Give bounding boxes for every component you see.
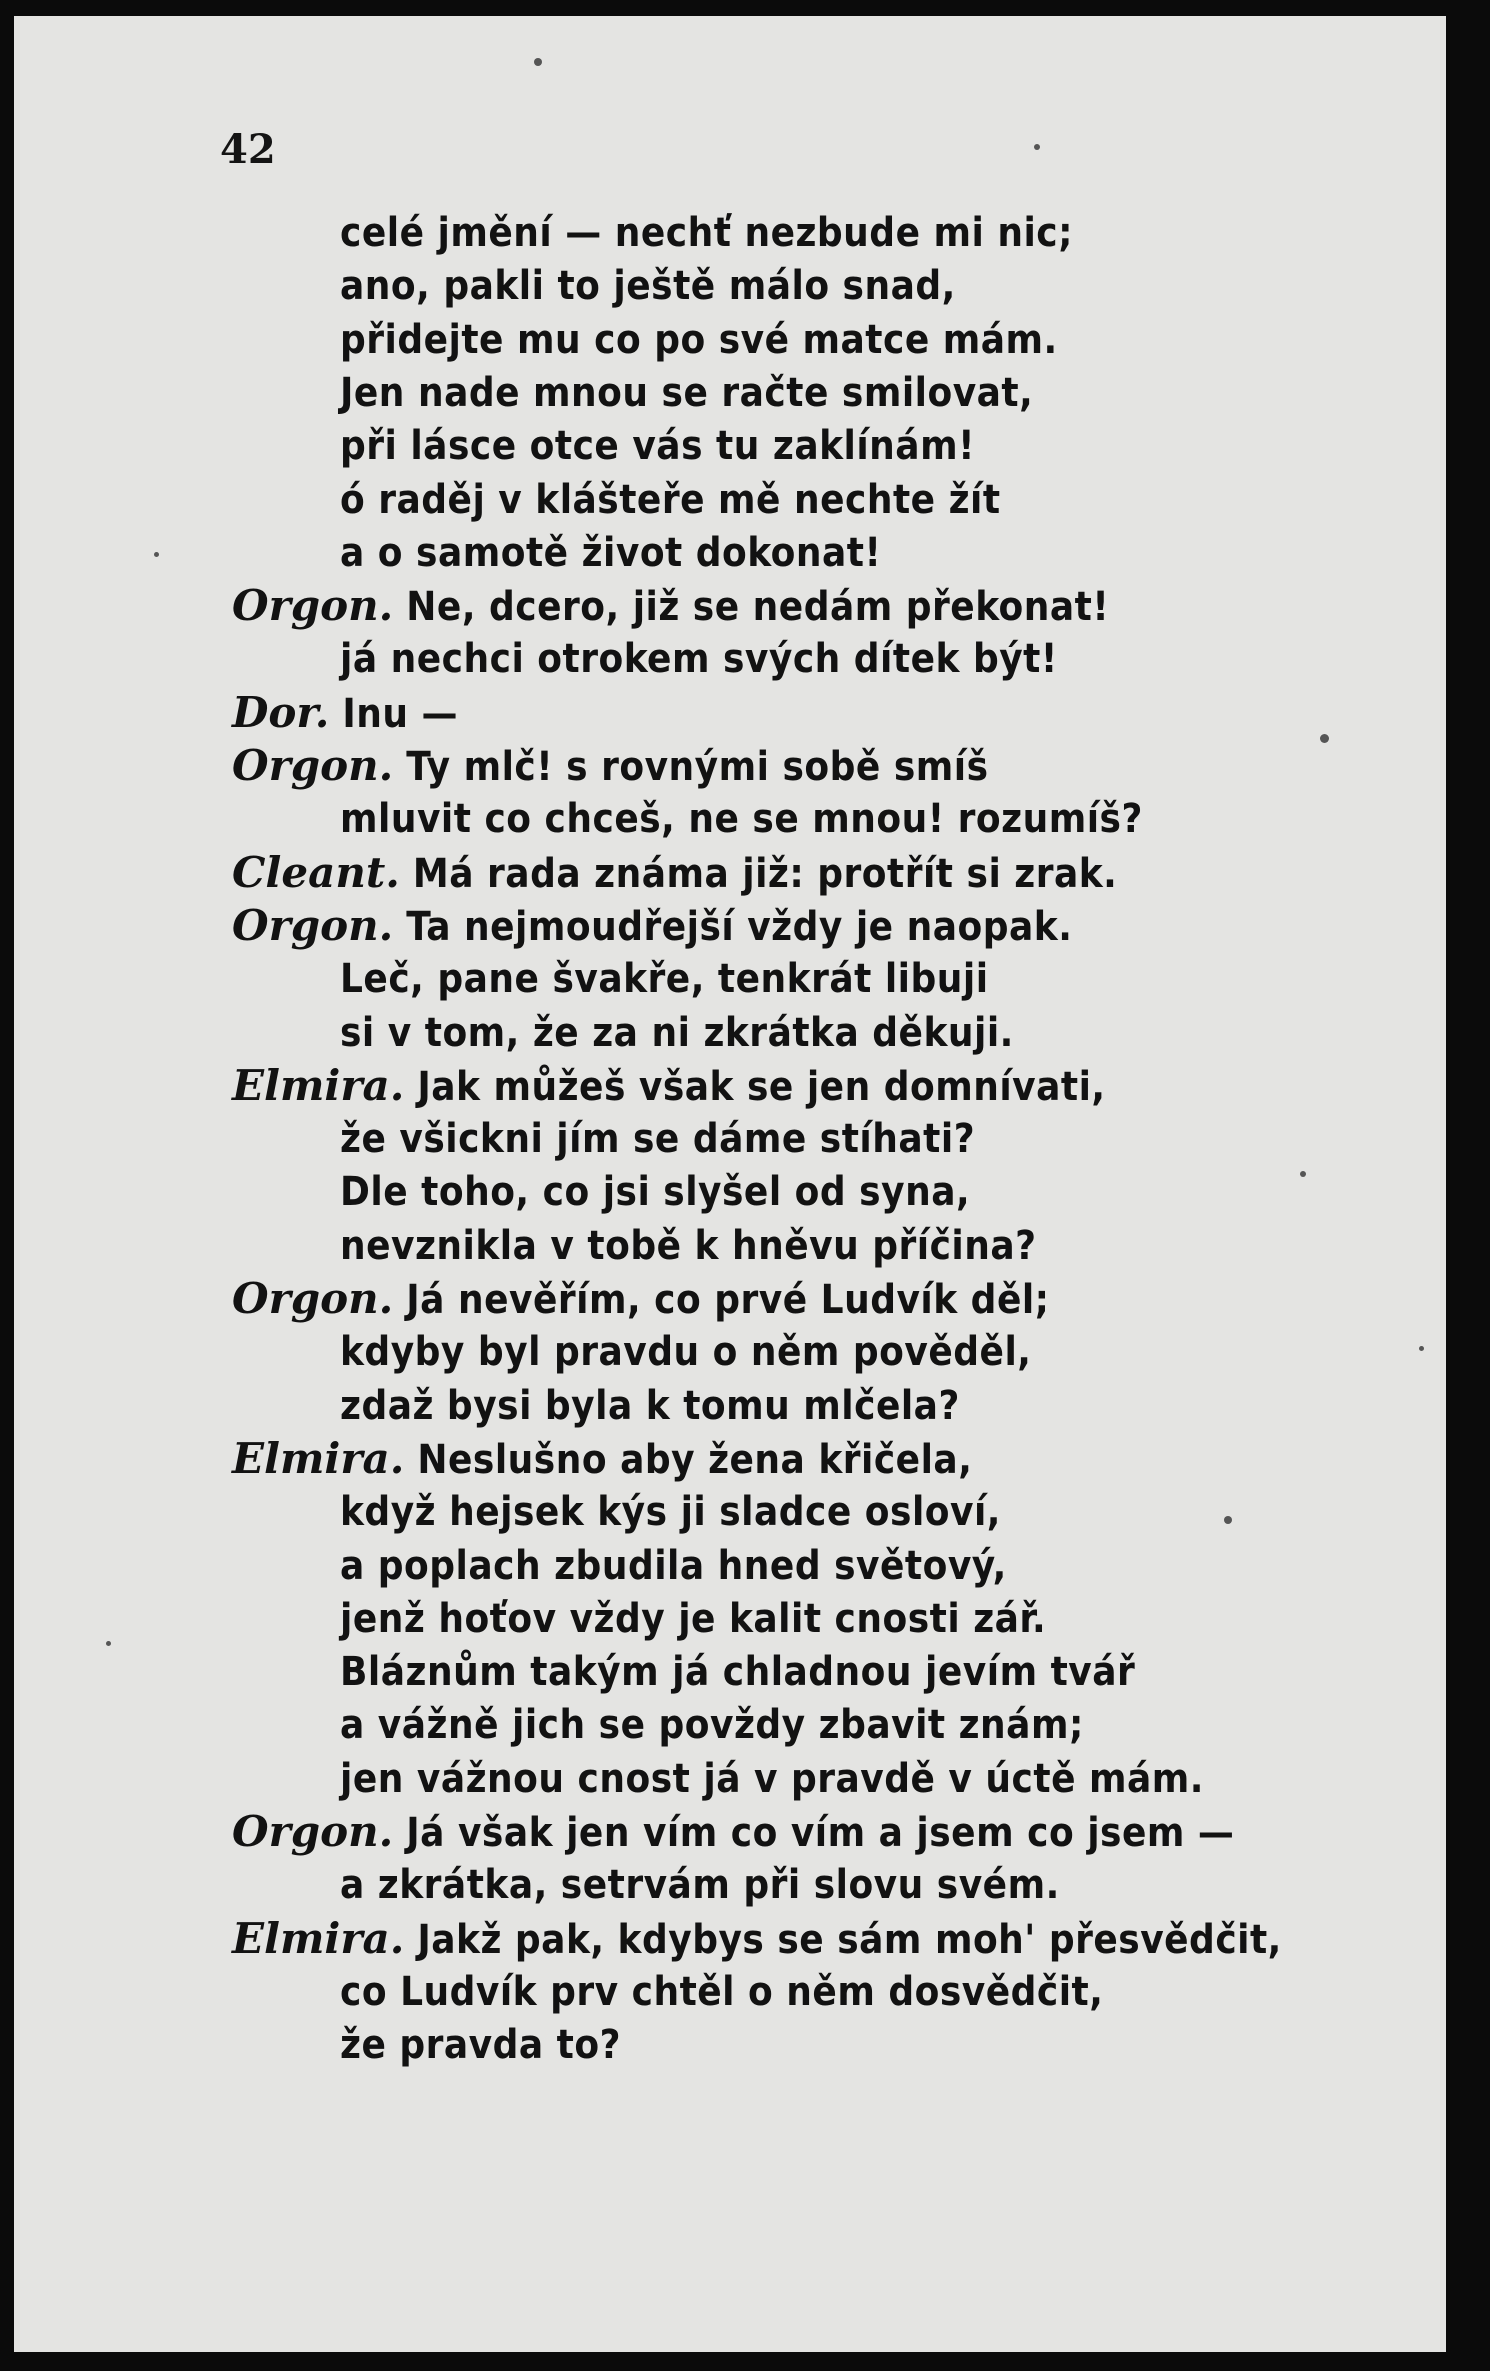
verse-line	[232, 1912, 1282, 1966]
verse-text: nevznikla v tobě k hněvu příčina?	[340, 1223, 1037, 1269]
verse-text: zdaž bysi byla k tomu mlčela?	[340, 1383, 960, 1429]
verse-text: a zkrátka, setrvám při slovu svém.	[340, 1862, 1060, 1908]
page-number: 42	[220, 126, 276, 173]
verse-line	[340, 1752, 1204, 1806]
verse-line	[340, 259, 956, 313]
scan-speck	[1419, 1346, 1424, 1351]
verse-line	[340, 1219, 1037, 1273]
verse-text: si v tom, že za ni zkrátka děkuji.	[340, 1010, 1014, 1056]
speaker-name: Elmira.	[232, 1434, 405, 1483]
verse-line	[340, 526, 881, 580]
verse-line	[232, 1059, 1106, 1113]
verse-text: Jakž pak, kdybys se sám moh' přesvědčit,	[417, 1917, 1282, 1963]
verse-text: jenž hoťov vždy je kalit cnosti zář.	[340, 1596, 1047, 1642]
verse-line	[340, 1965, 1103, 2019]
speaker-name: Elmira.	[232, 1061, 405, 1110]
verse-text: jen vážnou cnost já v pravdě v úctě mám.	[340, 1756, 1204, 1802]
speaker-name: Orgon.	[232, 1807, 394, 1856]
scan-speck	[1300, 1171, 1306, 1177]
verse-line	[340, 419, 975, 473]
verse-line	[232, 846, 1117, 900]
verse-text: a o samotě život dokonat!	[340, 530, 882, 576]
verse-line	[340, 1645, 1135, 1699]
verse-text: když hejsek kýs ji sladce osloví,	[340, 1489, 1001, 1535]
verse-line	[232, 579, 1109, 633]
verse-line	[232, 1432, 972, 1486]
verse-line	[340, 1858, 1060, 1912]
verse-line	[232, 1805, 1234, 1859]
verse-text: Leč, pane švakře, tenkrát libuji	[340, 956, 989, 1002]
verse-text: Dle toho, co jsi slyšel od syna,	[340, 1169, 971, 1215]
verse-line	[232, 1272, 1050, 1326]
speaker-name: Dor.	[232, 688, 330, 737]
verse-line	[340, 1592, 1046, 1646]
verse-text: Jak můžeš však se jen domnívati,	[417, 1064, 1106, 1110]
scan-speck	[154, 552, 159, 557]
verse-line	[340, 1006, 1014, 1060]
scan-speck	[1320, 734, 1329, 743]
verse-text: kdyby byl pravdu o něm pověděl,	[340, 1329, 1032, 1375]
verse-line	[232, 686, 458, 740]
verse-text: při lásce otce vás tu zaklínám!	[340, 423, 975, 469]
verse-line	[340, 313, 1058, 367]
scan-speck	[534, 58, 542, 66]
speaker-name: Orgon.	[232, 1274, 394, 1323]
verse-line	[232, 739, 989, 793]
verse-text: Neslušno aby žena křičela,	[417, 1437, 973, 1483]
speaker-name: Orgon.	[232, 741, 394, 790]
verse-text: Já však jen vím co vím a jsem co jsem —	[406, 1810, 1235, 1856]
verse-line	[340, 1165, 970, 1219]
speaker-name: Cleant.	[232, 848, 400, 897]
verse-line	[340, 206, 1073, 260]
scan-speck	[1224, 1516, 1232, 1524]
verse-line	[340, 473, 1001, 527]
verse-line	[340, 952, 989, 1006]
verse-line	[340, 2018, 621, 2072]
verse-text: celé jmění — nechť nezbude mi nic;	[340, 210, 1074, 256]
verse-text: a poplach zbudila hned světový,	[340, 1543, 1007, 1589]
verse-text: Já nevěřím, co prvé Ludvík děl;	[406, 1277, 1050, 1323]
verse-line	[340, 366, 1033, 420]
verse-line	[340, 1379, 960, 1433]
speaker-name: Elmira.	[232, 1914, 405, 1963]
verse-text: a vážně jich se povždy zbavit znám;	[340, 1702, 1084, 1748]
verse-text: Jen nade mnou se račte smilovat,	[340, 370, 1034, 416]
verse-line	[340, 1325, 1031, 1379]
book-page	[14, 16, 1446, 2352]
verse-line	[340, 1485, 1001, 1539]
verse-text: ano, pakli to ještě málo snad,	[340, 263, 956, 309]
verse-line	[340, 792, 1143, 846]
verse-line	[340, 1112, 975, 1166]
scan-speck	[1034, 144, 1040, 150]
verse-text: já nechci otrokem svých dítek být!	[340, 636, 1058, 682]
verse-text: Ne, dcero, již se nedám překonat!	[406, 584, 1110, 630]
verse-text: ó raděj v klášteře mě nechte žít	[340, 477, 1001, 523]
verse-text: Má rada známa již: protřít si zrak.	[412, 851, 1118, 897]
verse-text: Bláznům takým já chladnou jevím tvář	[340, 1649, 1136, 1695]
verse-line	[340, 1539, 1007, 1593]
verse-line	[232, 899, 1072, 953]
verse-text: Inu —	[342, 691, 459, 737]
verse-line	[340, 632, 1058, 686]
speaker-name: Orgon.	[232, 581, 394, 630]
verse-text: Ta nejmoudřejší vždy je naopak.	[406, 904, 1073, 950]
verse-text: co Ludvík prv chtěl o něm dosvědčit,	[340, 1969, 1104, 2015]
scan-speck	[106, 1641, 111, 1646]
verse-text: že všickni jím se dáme stíhati?	[340, 1116, 976, 1162]
speaker-name: Orgon.	[232, 901, 394, 950]
verse-text: Ty mlč! s rovnými sobě smíš	[406, 744, 989, 790]
verse-text: přidejte mu co po své matce mám.	[340, 317, 1058, 363]
verse-text: že pravda to?	[340, 2022, 621, 2068]
verse-line	[340, 1698, 1084, 1752]
verse-text: mluvit co chceš, ne se mnou! rozumíš?	[340, 796, 1143, 842]
